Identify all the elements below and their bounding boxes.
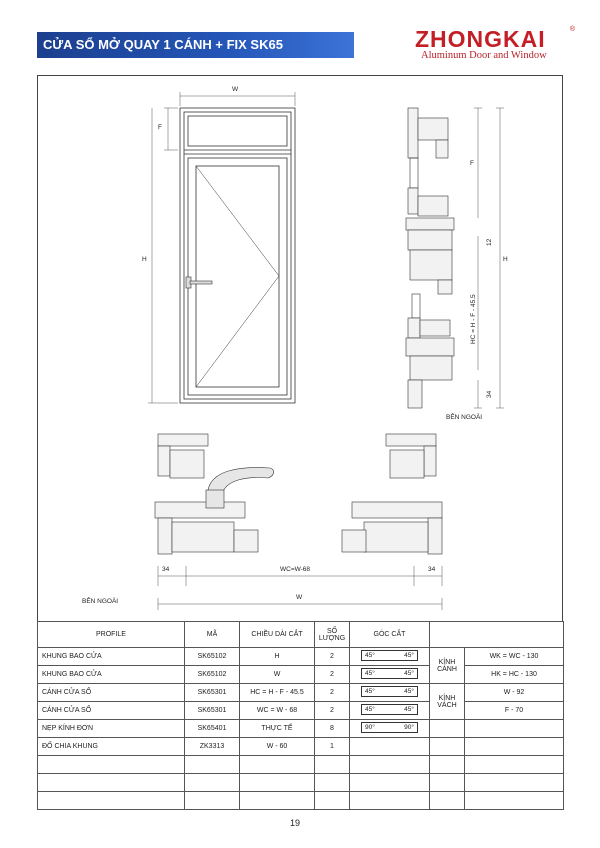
cell-angle: [350, 684, 430, 702]
cell-angle: [350, 720, 430, 738]
cell-code: SK65102: [185, 648, 240, 666]
section-f: F: [470, 160, 474, 167]
outside-label-right: BÊN NGOÀI: [446, 414, 483, 421]
plan-34-right: 34: [428, 566, 436, 573]
cell-angle: [350, 702, 430, 720]
cell-qty: 2: [315, 666, 350, 684]
section-34: 34: [486, 390, 493, 398]
header-code: MÃ: [185, 622, 240, 648]
plan-wc: WC=W-68: [280, 566, 311, 573]
cell-angle: [350, 648, 430, 666]
fix-panel: [188, 116, 287, 146]
cell-code: SK65102: [185, 666, 240, 684]
formula-w92: W - 92: [465, 684, 564, 702]
blank-cell: [430, 738, 465, 756]
cell-length: WC = W - 68: [240, 702, 315, 720]
vertical-section: [406, 108, 454, 408]
cell-length: H: [240, 648, 315, 666]
cell-code: ZK3313: [185, 738, 240, 756]
table-row: [38, 648, 564, 666]
table-row: [38, 702, 564, 720]
header-length: CHIỀU DÀI CẮT: [240, 622, 315, 648]
glass-sash-label: KÍNH CÁNH: [430, 648, 465, 684]
page-title: CỬA SỔ MỞ QUAY 1 CÁNH + FIX SK65: [43, 37, 283, 52]
formula-hk: HK = HC - 130: [465, 666, 564, 684]
blank-cell: [465, 720, 564, 738]
cell-profile: CÁNH CỬA SỔ: [38, 702, 185, 720]
plan-section: [155, 434, 442, 554]
cell-qty: 2: [315, 702, 350, 720]
cell-profile: ĐỐ CHIA KHUNG: [38, 738, 185, 756]
cell-length: HC = H - F - 45.5: [240, 684, 315, 702]
window-inner-frame: [184, 112, 291, 399]
dim-h: H: [142, 256, 147, 263]
cell-length: W - 60: [240, 738, 315, 756]
section-h: H: [503, 256, 508, 263]
table-row-empty: [38, 792, 564, 810]
glass-fix-label: KÍNH VÁCH: [430, 684, 465, 720]
angle-box: 90° 90°: [361, 722, 418, 733]
table-row: [38, 684, 564, 702]
cutting-spec-table: [37, 621, 564, 810]
header-blank: [430, 622, 564, 648]
formula-wk: WK = WC - 130: [465, 648, 564, 666]
table-row: [38, 720, 564, 738]
section-12: 12: [486, 238, 493, 246]
dim-f: F: [158, 124, 162, 131]
cell-qty: 1: [315, 738, 350, 756]
brand-name: ZHONGKAI: [415, 26, 546, 52]
formula-f70: F - 70: [465, 702, 564, 720]
section-dimensions: [474, 108, 504, 408]
cell-code: SK65301: [185, 684, 240, 702]
opening-indicator: [196, 166, 279, 387]
plan-w: W: [296, 594, 303, 601]
table-row-empty: [38, 774, 564, 792]
brand-tagline: Aluminum Door and Window: [421, 50, 547, 61]
cell-profile: NẸP KÍNH ĐƠN: [38, 720, 185, 738]
page-number: 19: [290, 818, 301, 828]
handle-icon: [186, 277, 212, 288]
table-row: [38, 666, 564, 684]
angle-box: 45° 45°: [361, 650, 418, 661]
angle-box: 45° 45°: [361, 686, 418, 697]
header-qty: SỐ LƯỢNG: [315, 622, 350, 648]
plan-34-left: 34: [162, 566, 170, 573]
section-hc: HC = H - F - 45.5: [470, 294, 477, 344]
elevation-dimensions: [148, 92, 295, 403]
angle-box: 45° 45°: [361, 668, 418, 679]
outside-label-left: BÊN NGOÀI: [82, 598, 119, 605]
cell-profile: KHUNG BAO CỬA: [38, 648, 185, 666]
blank-cell: [465, 738, 564, 756]
table-header-row: [38, 622, 564, 648]
cell-code: SK65301: [185, 702, 240, 720]
cell-profile: KHUNG BAO CỬA: [38, 666, 185, 684]
sash-frame: [188, 158, 287, 395]
header-angle: GÓC CẮT: [350, 622, 430, 648]
cell-length: THỰC TẾ: [240, 720, 315, 738]
angle-box: 45° 45°: [361, 704, 418, 715]
cell-profile: CÁNH CỬA SỔ: [38, 684, 185, 702]
window-outer-frame: [180, 108, 295, 403]
cell-qty: 8: [315, 720, 350, 738]
header-profile: PROFILE: [38, 622, 185, 648]
cell-qty: 2: [315, 684, 350, 702]
dim-w-top: W: [232, 86, 239, 93]
cell-qty: 2: [315, 648, 350, 666]
table-row: [38, 738, 564, 756]
cell-code: SK65401: [185, 720, 240, 738]
cell-length: W: [240, 666, 315, 684]
cell-angle: [350, 666, 430, 684]
sash-glass: [196, 166, 279, 387]
registered-mark: ®: [569, 26, 575, 33]
blank-cell: [430, 720, 465, 738]
cell-angle: [350, 738, 430, 756]
table-row-empty: [38, 756, 564, 774]
